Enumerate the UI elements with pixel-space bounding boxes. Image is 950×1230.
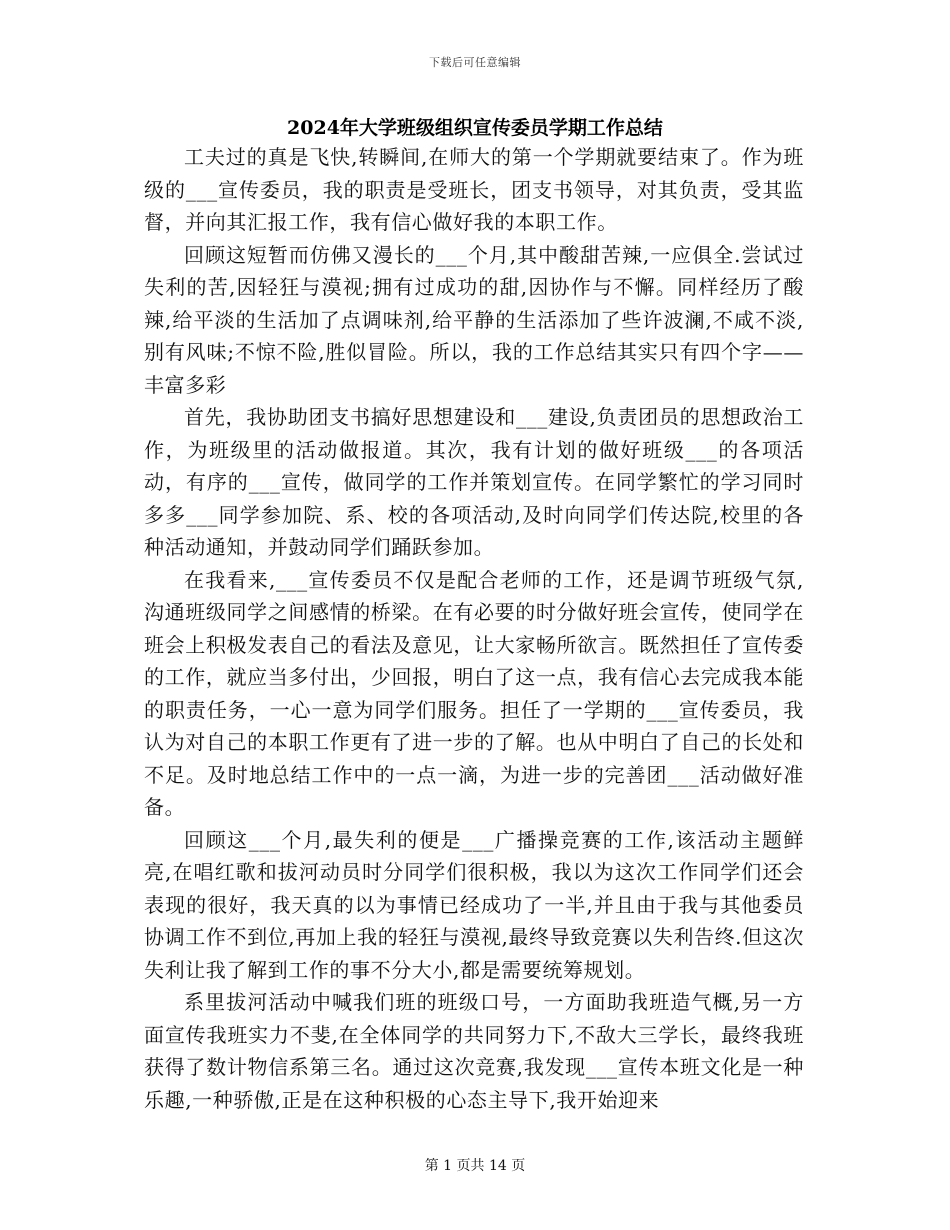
page-number-footer: 第 1 页共 14 页 xyxy=(424,1158,526,1174)
document-title: 2024年大学班级组织宣传委员学期工作总结 xyxy=(287,117,663,139)
paragraph-3: 首先，我协助团支书搞好思想建设和___建设,负责团员的思想政治工作，为班级里的活动做报道。其次，我有计划的做好班级___的各项活动，有序的___宣传，做同学的工作并策划宣传。在同学繁忙的学习同时多多___同学参加院、系、校的各项活动,及时向同学们传达院,校里的各种活动通知，并鼓动同学们踊跃参加。 xyxy=(144,405,804,559)
document-body xyxy=(144,141,804,1116)
paragraph-2: 回顾这短暂而仿佛又漫长的___个月,其中酸甜苦辣,一应俱全.尝试过失利的苦,因轻狂与漠视;拥有过成功的甜,因协作与不懈。同样经历了酸辣,给平淡的生活加了点调味剂,给平静的生活添加了些许波澜,不咸不淡,别有风味;不惊不险,胜似冒险。所以，我的工作总结其实只有四个字——丰富多彩 xyxy=(144,242,804,397)
header-note: 下载后可任意编辑 xyxy=(429,56,521,69)
paragraph-6: 系里拔河活动中喊我们班的班级口号，一方面助我班造气概,另一方面宣传我班实力不斐,在全体同学的共同努力下,不敌大三学长，最终我班获得了数计物信系第三名。通过这次竞赛,我发现___宣传本班文化是一种乐趣,一种骄傲,正是在这种积极的心态主导下,我开始迎来 xyxy=(144,990,804,1112)
paragraph-5: 回顾这___个月,最失利的便是___广播操竞赛的工作,该活动主题鲜亮,在唱红歌和拔河动员时分同学们很积极，我以为这次工作同学们还会表现的很好，我天真的以为事情已经成功了一半,并且由于我与其他委员协调工作不到位,再加上我的轻狂与漠视,最终导致竞赛以失利告终.但这次失利让我了解到工作的事不分大小,都是需要统筹规划。 xyxy=(144,827,804,982)
paragraph-4: 在我看来,___宣传委员不仅是配合老师的工作，还是调节班级气氛,沟通班级同学之间感情的桥梁。在有必要的时分做好班会宣传，使同学在班会上积极发表自己的看法及意见，让大家畅所欲言。既然担任了宣传委的工作，就应当多付出，少回报，明白了这一点，我有信心去完成我本能的职责任务，一心一意为同学们服务。担任了一学期的___宣传委员，我认为对自己的本职工作更有了进一步的了解。也从中明白了自己的长处和不足。及时地总结工作中的一点一滴，为进一步的完善团___活动做好准备。 xyxy=(144,567,804,819)
paragraph-1: 工夫过的真是飞快,转瞬间,在师大的第一个学期就要结束了。作为班级的___宣传委员，我的职责是受班长，团支书领导，对其负责，受其监督，并向其汇报工作，我有信心做好我的本职工作。 xyxy=(144,145,804,234)
